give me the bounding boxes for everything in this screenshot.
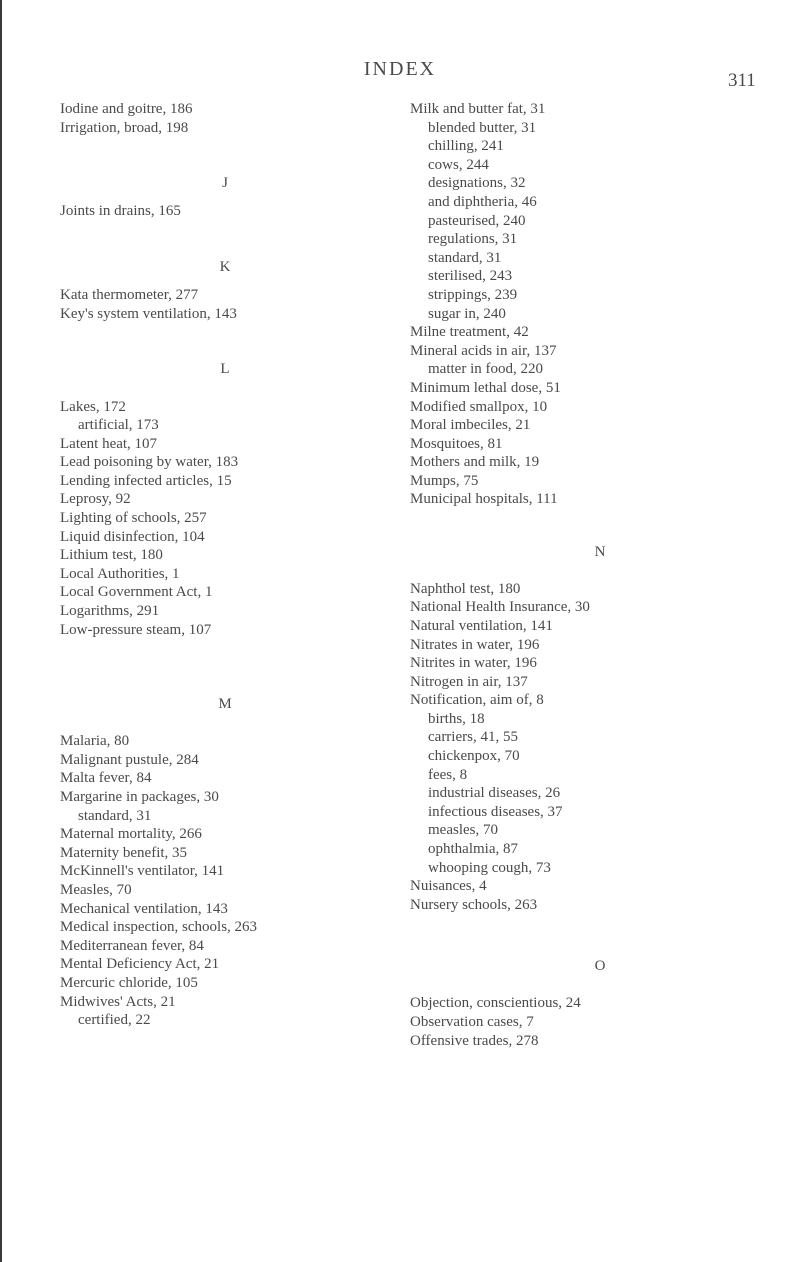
index-subentry: and diphtheria, 46 [428, 193, 537, 210]
index-entry: Lead poisoning by water, 183 [60, 454, 239, 471]
index-entry: Local Government Act, 1 [60, 584, 213, 601]
section-spacer [60, 193, 390, 202]
index-entry: Mothers and milk, 19 [410, 454, 540, 471]
index-subentry: whooping cough, 73 [428, 859, 551, 876]
index-subentry: fees, 8 [428, 766, 468, 783]
index-subentry: cows, 244 [428, 156, 489, 173]
index-entry: Mineral acids in air, 137 [410, 342, 557, 359]
index-entry: Mediterranean fever, 84 [60, 937, 204, 954]
index-entry: Lithium test, 180 [60, 547, 163, 564]
index-entry: Milk and butter fat, 31 [410, 101, 546, 117]
index-subentry: infectious diseases, 37 [428, 803, 563, 820]
index-entry: Observation cases, 7 [410, 1013, 534, 1030]
index-subentry: chickenpox, 70 [428, 748, 520, 765]
index-entry: Nursery schools, 263 [410, 896, 538, 913]
section-spacer [410, 976, 790, 995]
index-entry: Moral imbeciles, 21 [410, 417, 531, 434]
section-letter: J [222, 175, 228, 192]
index-entry: Maternal mortality, 266 [60, 826, 202, 843]
index-entry: Mercuric chloride, 105 [60, 974, 198, 991]
index-entry: Joints in drains, 165 [60, 203, 181, 220]
page-title: INDEX [363, 58, 437, 80]
index-subentry: blended butter, 31 [428, 119, 537, 136]
index-subentry: industrial diseases, 26 [428, 785, 561, 802]
index-entry: Medical inspection, schools, 263 [60, 919, 258, 936]
index-entry: Naphthol test, 180 [410, 580, 521, 597]
index-entry: Nitrogen in air, 137 [410, 673, 528, 690]
index-entry: Latent heat, 107 [60, 435, 158, 452]
index-subentry: pasteurised, 240 [428, 212, 526, 229]
index-entry: Mechanical ventilation, 143 [60, 900, 228, 917]
index-subentry: matter in food, 220 [428, 361, 543, 378]
section-spacer [60, 221, 390, 258]
index-entry: Margarine in packages, 30 [60, 788, 219, 805]
index-entry: Minimum lethal dose, 51 [410, 379, 561, 396]
index-entry: Municipal hospitals, 111 [410, 491, 558, 508]
section-spacer [60, 379, 390, 398]
index-entry: Natural ventilation, 141 [410, 617, 553, 634]
page-edge-rule [0, 0, 2, 1262]
index-entry: Maternity benefit, 35 [60, 844, 188, 861]
index-subentry: regulations, 31 [428, 231, 518, 248]
index-subentry: ophthalmia, 87 [428, 841, 518, 858]
index-subentry: sterilised, 243 [428, 268, 513, 285]
index-entry: Mental Deficiency Act, 21 [60, 956, 220, 973]
section-letter: K [219, 259, 231, 276]
index-entry: Key's system ventilation, 143 [60, 305, 237, 322]
index-entry: Kata thermometer, 277 [60, 286, 199, 303]
index-entry: Nitrates in water, 196 [410, 636, 540, 653]
index-entry: Offensive trades, 278 [410, 1032, 539, 1049]
index-entry: Nuisances, 4 [410, 878, 487, 895]
section-spacer [410, 561, 790, 580]
index-entry: Lighting of schools, 257 [60, 510, 207, 527]
left-index-column [60, 100, 390, 1030]
section-spacer [60, 323, 390, 360]
section-letter: N [594, 543, 606, 560]
index-subentry: designations, 32 [428, 175, 526, 192]
index-entry: Milne treatment, 42 [410, 324, 529, 341]
index-entry: Iodine and goitre, 186 [60, 101, 193, 117]
section-letter: O [594, 958, 606, 975]
section-spacer [60, 639, 390, 695]
section-letter: M [218, 696, 232, 713]
index-entry: National Health Insurance, 30 [410, 599, 590, 616]
section-letter: L [220, 361, 230, 378]
index-subentry: births, 18 [428, 710, 485, 727]
index-entry: Nitrites in water, 196 [410, 655, 537, 672]
index-subentry: standard, 31 [428, 249, 502, 266]
index-entry: Lending infected articles, 15 [60, 472, 232, 489]
index-entry: Lakes, 172 [60, 398, 126, 415]
index-entry: Notification, aim of, 8 [410, 692, 544, 709]
index-entry: Irrigation, broad, 198 [60, 119, 189, 136]
index-entry: Modified smallpox, 10 [410, 398, 548, 415]
index-entry: Low-pressure steam, 107 [60, 621, 212, 638]
index-entry: Liquid disinfection, 104 [60, 528, 205, 545]
index-subentry: carriers, 41, 55 [428, 729, 518, 746]
section-spacer [60, 277, 390, 286]
index-entry: Leprosy, 92 [60, 491, 131, 508]
section-spacer [60, 137, 390, 174]
index-entry: Mumps, 75 [410, 472, 479, 489]
index-entry: Malta fever, 84 [60, 770, 152, 787]
index-entry: Malaria, 80 [60, 733, 130, 750]
index-subentry: measles, 70 [428, 822, 498, 839]
index-entry: Logarithms, 291 [60, 603, 160, 620]
index-subentry: artificial, 173 [78, 417, 159, 434]
right-index-column [410, 100, 790, 1050]
index-entry: Mosquitoes, 81 [410, 435, 503, 452]
index-subentry: certified, 22 [78, 1012, 151, 1029]
index-subentry: chilling, 241 [428, 138, 504, 155]
index-entry: Malignant pustule, 284 [60, 751, 199, 768]
index-entry: Local Authorities, 1 [60, 565, 180, 582]
index-subentry: sugar in, 240 [428, 305, 506, 322]
index-entry: Objection, conscientious, 24 [410, 995, 581, 1012]
section-spacer [410, 509, 790, 542]
page-number: 311 [728, 70, 756, 91]
index-entry: Midwives' Acts, 21 [60, 993, 176, 1010]
index-subentry: strippings, 239 [428, 286, 518, 303]
index-entry: Measles, 70 [60, 881, 132, 898]
index-subentry: standard, 31 [78, 807, 152, 824]
index-entry: McKinnell's ventilator, 141 [60, 863, 225, 880]
section-spacer [60, 714, 390, 733]
section-spacer [410, 914, 790, 957]
